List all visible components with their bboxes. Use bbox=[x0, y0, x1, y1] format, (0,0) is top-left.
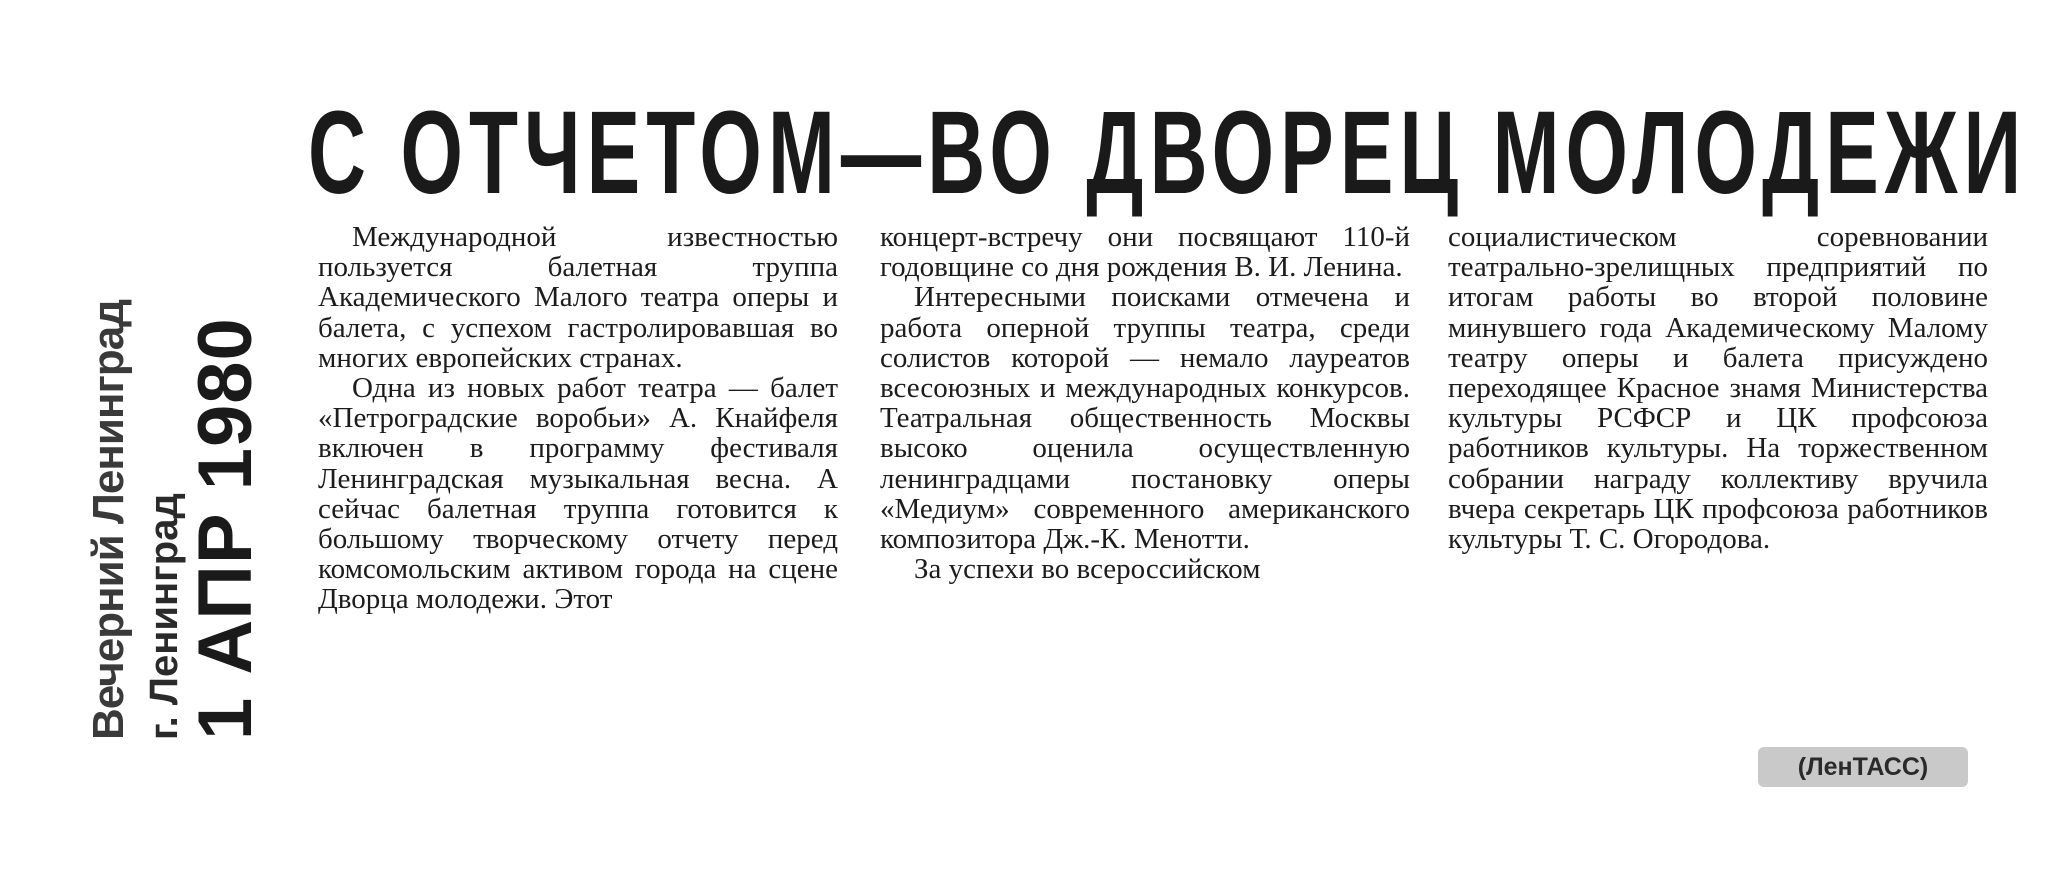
newspaper-date-stamp bbox=[70, 270, 270, 740]
paragraph-continued: концерт-встречу они посвящают 110-й годовщине со дня рождения В. И. Ленина. bbox=[880, 221, 1410, 284]
news-agency-credit: (ЛенТАСС) bbox=[1758, 747, 1968, 787]
article-headline: С ОТЧЕТОМ—ВО ДВОРЕЦ МОЛОДЕЖИ bbox=[308, 87, 2028, 219]
paragraph: Одна из новых работ театра — балет «Петроградские воробьи» А. Кнайфеля включен в программу фестиваля Ленинградская музыкальная весна. А сейчас балетная труппа готовится к большому творческому отчету перед комсомольским активом города на сцене Дворца молодежи. Этот bbox=[318, 372, 838, 616]
article-column-2 bbox=[880, 222, 1410, 584]
stamp-newspaper-name: Вечерний Ленинград bbox=[84, 299, 133, 740]
paragraph: За успехи во всероссийском bbox=[914, 553, 1261, 586]
paragraph-continued: социалистическом соревновании театрально-зрелищных предприятий по итогам работы во второй половине минувшего года Академическому Малому театру оперы и балета присуждено переходящее Красное знамя Министерства культуры РСФСР и ЦК профсоюза работников культуры. На торжественном собрании награду коллективу вручила вчера секретарь ЦК профсоюза работников культуры Т. С. Огородова. bbox=[1448, 221, 1988, 556]
stamp-rotated-block bbox=[70, 270, 270, 740]
article-column-3 bbox=[1448, 222, 1988, 554]
stamp-city: г. Ленинград bbox=[142, 493, 186, 740]
paragraph: Интересными поисками отмечена и работа оперной труппы театра, среди солистов которой — немало лауреатов всесоюзных и международных конкурсов. Театральная общественность Москвы высоко оценила осуществленную ленинградцами постановку оперы «Медиум» современного американского композитора Дж.-К. Менотти. bbox=[880, 281, 1410, 556]
stamp-date: 1 АПР 1980 bbox=[183, 317, 268, 740]
paragraph: Международной известностью пользуется балетная труппа Академического Малого театра оперы и балета, с успехом гастролировавшая во многих европейских странах. bbox=[318, 221, 838, 374]
article-column-1 bbox=[318, 222, 838, 615]
